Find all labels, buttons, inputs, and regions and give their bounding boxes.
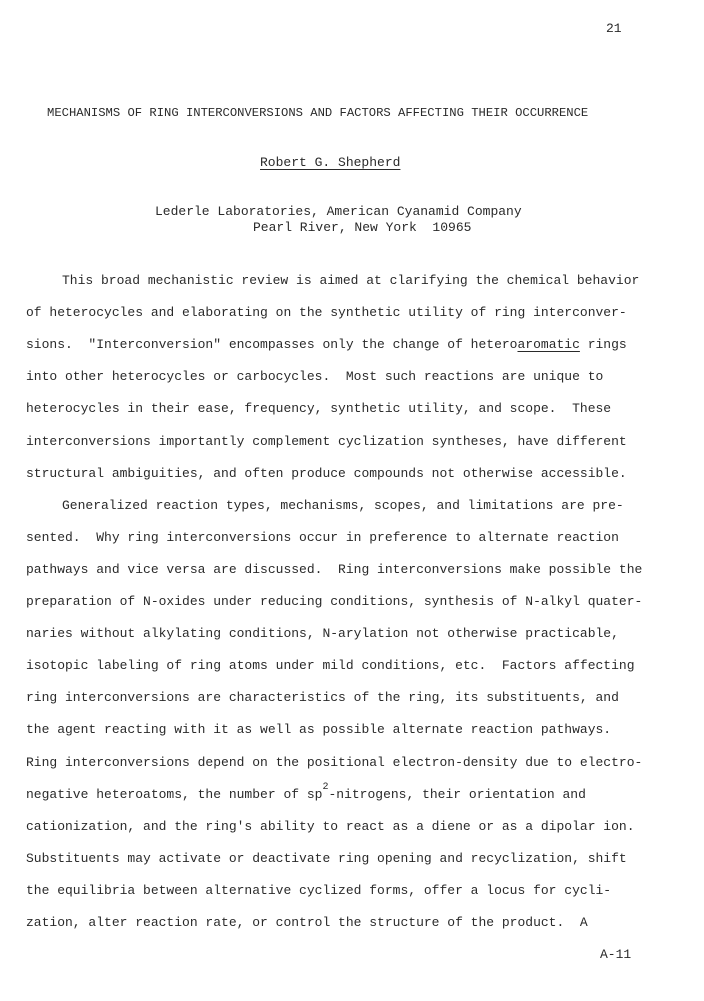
text-line: cationization, and the ring's ability to react as a diene or as a dipolar ion. bbox=[26, 818, 635, 834]
text-line: This broad mechanistic review is aimed at clarifying the chemical behavior bbox=[62, 273, 640, 288]
text-line: structural ambiguities, and often produce compounds not otherwise accessible. bbox=[26, 465, 627, 481]
text-line: interconversions importantly complement cyclization syntheses, have different bbox=[26, 433, 627, 449]
text-line: heterocycles in their ease, frequency, synthetic utility, and scope. These bbox=[26, 401, 612, 417]
underlined-word: aromatic bbox=[517, 337, 580, 353]
text-line: naries without alkylating conditions, N-arylation not otherwise practicable, bbox=[26, 626, 619, 642]
text-line: into other heterocycles or carbocycles. Most such reactions are unique to bbox=[26, 369, 604, 385]
text-line: isotopic labeling of ring atoms under mild conditions, etc. Factors affecting bbox=[26, 658, 635, 674]
text-segment: negative heteroatoms, the number of sp bbox=[26, 786, 323, 802]
document-title: MECHANISMS OF RING INTERCONVERSIONS AND FACTORS AFFECTING THEIR OCCURRENCE bbox=[47, 106, 589, 120]
text-line: the equilibria between alternative cyclized forms, offer a locus for cycli- bbox=[26, 882, 612, 898]
text-segment: rings bbox=[579, 337, 627, 353]
text-line: ring interconversions are characteristics of the ring, its substituents, and bbox=[26, 690, 619, 706]
text-segment: -nitrogens, their orientation and bbox=[328, 786, 586, 802]
page-number: 21 bbox=[606, 21, 622, 36]
text-line: Generalized reaction types, mechanisms, scopes, and limitations are pre- bbox=[62, 497, 624, 513]
text-line: pathways and vice versa are discussed. Ring interconversions make possible the bbox=[26, 561, 643, 577]
text-line: the agent reacting with it as well as possible alternate reaction pathways. bbox=[26, 722, 612, 738]
text-line: Substituents may activate or deactivate ring opening and recyclization, shift bbox=[26, 850, 627, 866]
text-line: preparation of N-oxides under reducing conditions, synthesis of N-alkyl quater- bbox=[26, 594, 643, 609]
footer-page-id: A-11 bbox=[600, 947, 632, 962]
text-line bbox=[26, 781, 586, 803]
affiliation-line-2: Pearl River, New York 10965 bbox=[253, 220, 472, 235]
affiliation-line-1: Lederle Laboratories, American Cyanamid Company bbox=[155, 204, 522, 219]
text-line: Ring interconversions depend on the positional electron-density due to electro- bbox=[26, 754, 643, 770]
text-line: zation, alter reaction rate, or control the structure of the product. A bbox=[26, 915, 588, 930]
author: Robert G. Shepherd bbox=[260, 155, 401, 170]
text-segment: sions. "Interconversion" encompasses only the change of hetero bbox=[26, 337, 518, 353]
text-line: of heterocycles and elaborating on the synthetic utility of ring interconver- bbox=[26, 305, 627, 321]
text-line bbox=[26, 337, 627, 353]
text-line: sented. Why ring interconversions occur in preference to alternate reaction bbox=[26, 529, 619, 545]
superscript: 2 bbox=[322, 781, 329, 793]
